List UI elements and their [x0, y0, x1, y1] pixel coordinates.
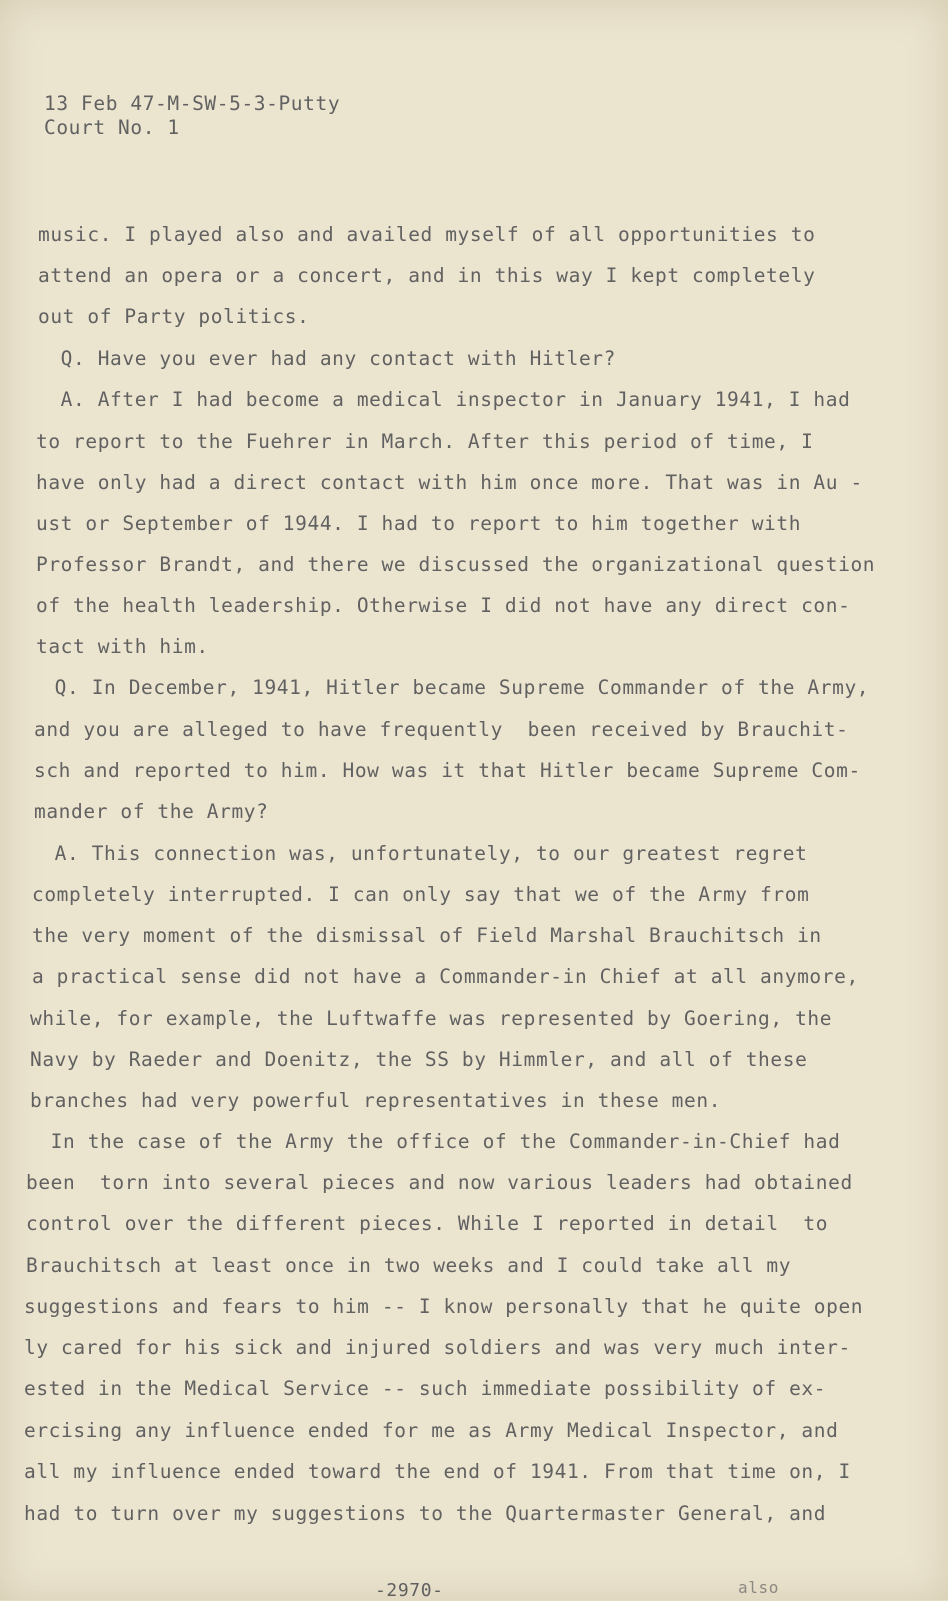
header-date-line: 13 Feb 47-M-SW-5-3-Putty — [44, 92, 341, 115]
text-line: and you are alleged to have frequently been received by Brauchit- — [34, 718, 849, 741]
text-line: all my influence ended toward the end of 1941. From that time on, I — [24, 1460, 851, 1483]
text-line: ercising any influence ended for me as Army Medical Inspector, and — [24, 1419, 839, 1442]
text-line: a practical sense did not have a Commander-in Chief at all anymore, — [32, 965, 859, 988]
page-number: -2970- — [375, 1580, 444, 1601]
text-line: A. This connection was, unfortunately, to our greatest regret — [30, 842, 808, 865]
text-line: ested in the Medical Service -- such immediate possibility of ex- — [24, 1377, 827, 1400]
text-line: Professor Brandt, and there we discussed the organizational question — [36, 553, 876, 576]
text-line: ust or September of 1944. I had to report to him together with — [36, 512, 802, 535]
text-line: sch and reported to him. How was it that Hitler became Supreme Com- — [34, 759, 861, 782]
text-line: Q. Have you ever had any contact with Hitler? — [36, 347, 616, 370]
text-line: to report to the Fuehrer in March. After this period of time, I — [36, 430, 814, 453]
text-line: A. After I had become a medical inspector in January 1941, I had — [36, 388, 851, 411]
page-header — [44, 92, 340, 140]
text-line: music. I played also and availed myself of all opportunities to — [38, 223, 816, 246]
text-line: branches had very powerful representatives in these men. — [30, 1089, 722, 1112]
text-line: Q. In December, 1941, Hitler became Supreme Commander of the Army, — [30, 676, 870, 699]
text-line: ly cared for his sick and injured soldiers and was very much inter- — [24, 1336, 851, 1359]
header-court-line: Court No. 1 — [44, 116, 180, 139]
text-line: while, for example, the Luftwaffe was represented by Goering, the — [30, 1007, 833, 1030]
text-line: tact with him. — [36, 635, 209, 658]
text-line: Brauchitsch at least once in two weeks and I could take all my — [26, 1254, 792, 1277]
catchword: also — [738, 1578, 779, 1597]
text-line: mander of the Army? — [34, 800, 269, 823]
text-line: out of Party politics. — [38, 305, 310, 328]
text-line: In the case of the Army the office of the Commander-in-Chief had — [26, 1130, 841, 1153]
text-line: attend an opera or a concert, and in this way I kept completely — [38, 264, 816, 287]
text-line: been torn into several pieces and now various leaders had obtained — [26, 1171, 853, 1194]
text-line: suggestions and fears to him -- I know personally that he quite open — [24, 1295, 864, 1318]
text-line: Navy by Raeder and Doenitz, the SS by Himmler, and all of these — [30, 1048, 808, 1071]
text-line: control over the different pieces. While I reported in detail to — [26, 1212, 829, 1235]
text-line: have only had a direct contact with him once more. That was in Au - — [36, 471, 863, 494]
text-line: had to turn over my suggestions to the Quartermaster General, and — [24, 1502, 827, 1525]
text-line: completely interrupted. I can only say that we of the Army from — [32, 883, 810, 906]
text-line: of the health leadership. Otherwise I did not have any direct con- — [36, 594, 851, 617]
text-line: the very moment of the dismissal of Field Marshal Brauchitsch in — [32, 924, 822, 947]
